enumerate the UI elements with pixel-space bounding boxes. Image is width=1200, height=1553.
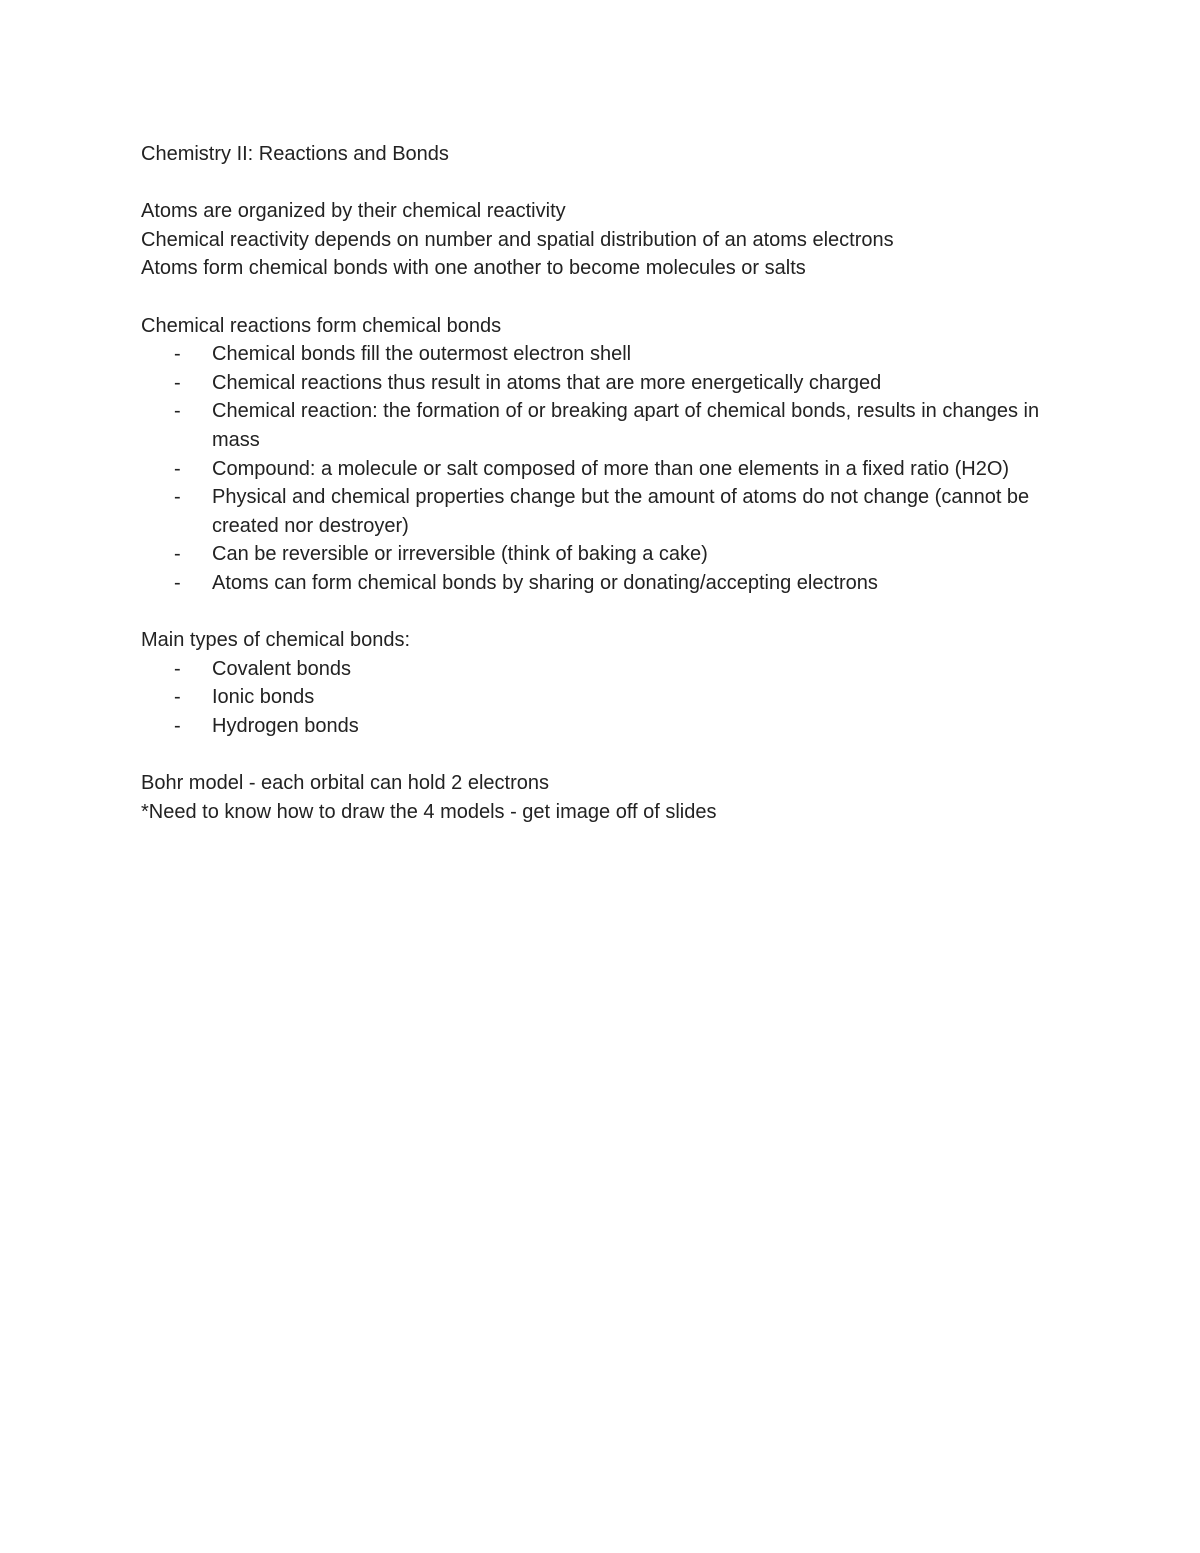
list-item-text: Compound: a molecule or salt composed of more than one elements in a fixed ratio (H2O) xyxy=(212,457,1010,480)
bonds-heading: Main types of chemical bonds: xyxy=(141,629,411,652)
bonds-list xyxy=(141,655,1041,741)
list-item-text: Chemical reactions thus result in atoms that are more energetically charged xyxy=(212,371,882,394)
closing-line: *Need to know how to draw the 4 models - get image off of slides xyxy=(141,800,717,823)
list-item-text: Atoms can form chemical bonds by sharing or donating/accepting electrons xyxy=(212,571,878,594)
document-page xyxy=(141,140,1041,826)
dash-marker: - xyxy=(174,571,181,594)
list-item xyxy=(141,683,1042,712)
list-item xyxy=(141,397,1042,454)
dash-marker: - xyxy=(174,457,181,480)
dash-marker: - xyxy=(174,657,181,680)
dash-marker: - xyxy=(174,543,181,566)
list-item-text: Covalent bonds xyxy=(212,657,351,680)
list-item xyxy=(141,712,1042,741)
spacer xyxy=(141,598,1041,627)
list-item xyxy=(141,455,1042,484)
list-item-text: Ionic bonds xyxy=(212,686,315,709)
spacer xyxy=(141,283,1041,312)
list-item xyxy=(141,569,1042,598)
list-item xyxy=(141,340,1042,369)
document-title: Chemistry II: Reactions and Bonds xyxy=(141,143,449,165)
list-item xyxy=(141,655,1042,684)
dash-marker: - xyxy=(174,686,181,709)
reactions-list xyxy=(141,340,1041,597)
dash-marker: - xyxy=(174,371,181,394)
list-item xyxy=(141,540,1042,569)
closing-line: Bohr model - each orbital can hold 2 electrons xyxy=(141,772,550,795)
list-item-text: Physical and chemical properties change but the amount of atoms do not change (cannot be created nor destroyer) xyxy=(212,486,1030,537)
reactions-heading: Chemical reactions form chemical bonds xyxy=(141,314,502,337)
dash-marker: - xyxy=(174,343,181,366)
intro-line: Atoms form chemical bonds with one another to become molecules or salts xyxy=(141,257,806,280)
dash-marker: - xyxy=(174,714,181,737)
list-item-text: Chemical bonds fill the outermost electron shell xyxy=(212,343,632,366)
intro-line: Atoms are organized by their chemical reactivity xyxy=(141,200,566,223)
list-item xyxy=(141,483,1042,540)
list-item xyxy=(141,369,1042,398)
dash-marker: - xyxy=(174,400,181,423)
list-item-text: Can be reversible or irreversible (think of baking a cake) xyxy=(212,543,708,566)
list-item-text: Hydrogen bonds xyxy=(212,714,359,737)
dash-marker: - xyxy=(174,486,181,509)
spacer xyxy=(141,169,1041,198)
intro-line: Chemical reactivity depends on number and spatial distribution of an atoms electrons xyxy=(141,228,894,251)
list-item-text: Chemical reaction: the formation of or breaking apart of chemical bonds, results in changes in mass xyxy=(212,400,1040,451)
spacer xyxy=(141,740,1041,769)
